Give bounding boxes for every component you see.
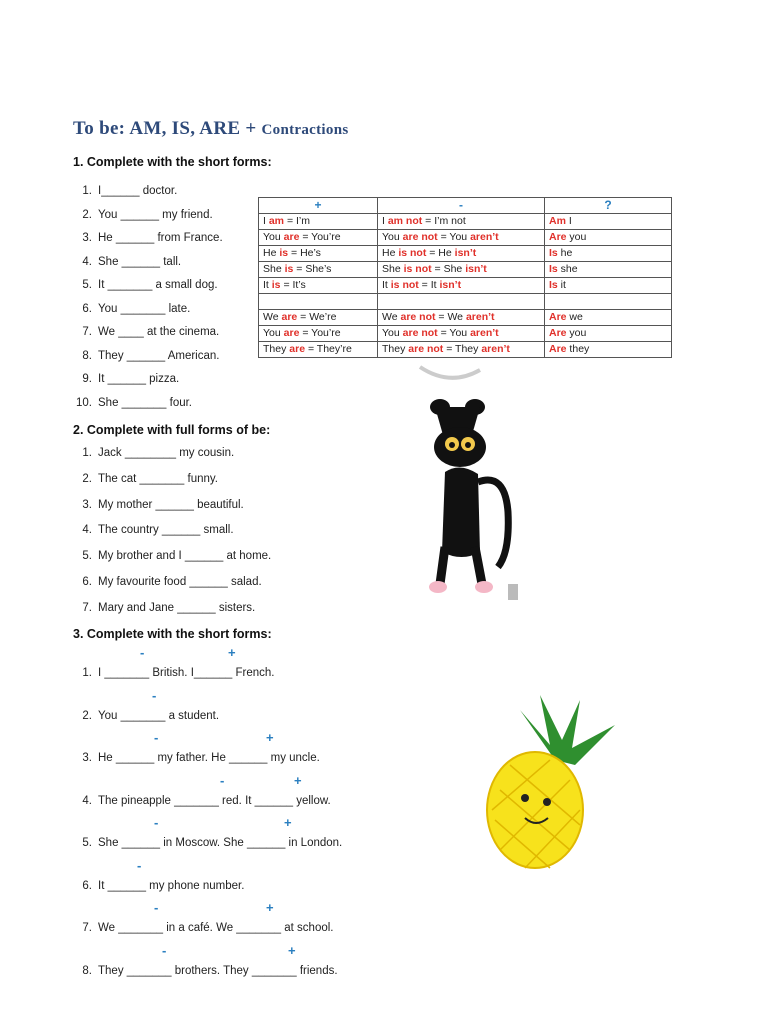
item-number: 6. [82, 302, 92, 315]
cell-fragment: = She’s [293, 263, 332, 275]
table-cell [545, 246, 672, 262]
cell-fragment: is [279, 247, 289, 259]
item-text: She ______ in Moscow. She ______ in London. [98, 837, 343, 849]
section3-item [70, 880, 244, 892]
cell-fragment: aren’t [470, 231, 499, 243]
item-number: 7. [82, 922, 92, 934]
pineapple-image [480, 690, 630, 875]
item-text: He ______ from France. [98, 232, 223, 244]
table-cell [378, 230, 545, 246]
plus-sign: + [288, 942, 296, 958]
item-number: 5. [82, 550, 92, 563]
cell-fragment: = You’re [299, 327, 341, 339]
cell-fragment: are not [402, 327, 438, 339]
table-cell [378, 342, 545, 358]
cell-fragment: We [382, 311, 401, 323]
cell-fragment: it [557, 279, 566, 291]
section1-item [70, 232, 223, 244]
cell-fragment: Are [549, 327, 567, 339]
table-cell [545, 230, 672, 246]
section2-item [70, 499, 244, 511]
cell-fragment: am not [387, 215, 423, 227]
cell-fragment: You [382, 327, 403, 339]
cell-fragment: are not [402, 231, 438, 243]
table-row [259, 294, 672, 310]
cell-fragment: Are [549, 311, 567, 323]
minus-sign: - [154, 730, 159, 745]
page-title [73, 118, 348, 140]
cell-fragment: He [382, 247, 399, 259]
item-text: I______ doctor. [98, 185, 178, 197]
item-text: Jack ________ my cousin. [98, 447, 235, 459]
table-cell [378, 214, 545, 230]
table-cell [378, 294, 545, 310]
cell-fragment: are [283, 231, 300, 243]
item-number: 10. [76, 396, 92, 409]
cell-fragment: = You [437, 231, 471, 243]
table-cell [378, 326, 545, 342]
cell-fragment: We [263, 311, 282, 323]
cell-fragment: he [557, 247, 573, 259]
title-lead: To be: [73, 118, 126, 139]
item-text: He ______ my father. He ______ my uncle. [98, 752, 320, 764]
cell-fragment: You [263, 327, 284, 339]
table-header-cell: - [378, 198, 545, 214]
cell-fragment: they [566, 343, 590, 355]
plus-sign: + [266, 900, 274, 915]
item-number: 8. [82, 349, 92, 362]
table-row [259, 342, 672, 358]
cell-fragment: = I’m not [422, 215, 466, 227]
minus-sign: - [220, 772, 225, 788]
section3-item [70, 965, 338, 977]
section1-item [70, 209, 213, 221]
plus-sign: + [228, 645, 236, 660]
cell-fragment: are [281, 311, 298, 323]
table-header-cell: + [259, 198, 378, 214]
item-text: It _______ a small dog. [98, 279, 218, 291]
cell-fragment: is not [390, 279, 419, 291]
table-cell [545, 326, 672, 342]
cell-fragment: = We [435, 311, 466, 323]
cell-fragment: is [284, 263, 294, 275]
cell-fragment: Is [549, 279, 558, 291]
cell-fragment: you [566, 327, 587, 339]
cell-fragment: are [283, 327, 300, 339]
table-row [259, 278, 672, 294]
item-number: 6. [82, 879, 92, 892]
table-cell [259, 342, 378, 358]
cell-fragment: is not [403, 263, 432, 275]
cell-fragment: = She [431, 263, 466, 275]
table-cell [259, 262, 378, 278]
table-cell [259, 294, 378, 310]
table-row [259, 246, 672, 262]
item-number: 2. [82, 709, 92, 722]
cell-fragment: are not [408, 343, 444, 355]
minus-sign: - [152, 687, 157, 703]
table-row [259, 326, 672, 342]
table-cell [545, 214, 672, 230]
item-number: 7. [82, 326, 92, 338]
item-text: She ______ tall. [98, 255, 182, 268]
cell-fragment: she [557, 263, 578, 275]
section2-item [70, 576, 262, 588]
cell-fragment: They [382, 343, 409, 355]
section2-item [70, 524, 234, 536]
item-number: 2. [82, 472, 92, 485]
table-cell [259, 230, 378, 246]
minus-sign: - [154, 900, 159, 915]
section1-item [70, 326, 219, 338]
table-row [259, 262, 672, 278]
cell-fragment: is not [398, 247, 427, 259]
item-number: 4. [82, 794, 92, 807]
contractions-table [258, 197, 672, 358]
section1-item [70, 373, 179, 385]
cell-fragment: = You [437, 327, 471, 339]
item-text: The pineapple _______ red. It ______ yellow. [98, 794, 331, 807]
item-text: It ______ my phone number. [98, 879, 245, 892]
cell-fragment: = We’re [297, 311, 337, 323]
cell-fragment: aren’t [465, 311, 495, 323]
cell-fragment: She [263, 263, 285, 275]
item-number: 8. [82, 964, 92, 977]
item-number: 4. [82, 255, 92, 268]
item-text: Mary and Jane ______ sisters. [98, 601, 256, 614]
table-cell [259, 326, 378, 342]
cell-fragment: You [263, 231, 284, 243]
table-cell [259, 214, 378, 230]
table-cell [259, 278, 378, 294]
section3-item [70, 922, 334, 934]
section3-item [70, 795, 331, 807]
section3-item [70, 837, 342, 849]
item-text: We ____ at the cinema. [98, 326, 220, 338]
cell-fragment: It [382, 279, 391, 291]
cell-fragment: I [263, 215, 269, 227]
section2-item [70, 473, 218, 485]
item-number: 4. [82, 524, 92, 537]
section2-item [70, 550, 271, 562]
cell-fragment: Are [549, 343, 567, 355]
cell-fragment: isn’t [439, 279, 462, 291]
plus-sign: + [294, 772, 302, 788]
minus-sign: - [162, 942, 167, 958]
item-number: 1. [82, 667, 92, 679]
section1-item [70, 256, 181, 268]
section2-item [70, 602, 255, 614]
section1-heading: 1. Complete with the short forms: [73, 155, 272, 169]
hanging-cat-image [390, 362, 525, 607]
table-cell [378, 310, 545, 326]
item-text: We _______ in a café. We _______ at school. [98, 922, 334, 934]
item-text: You _______ a student. [98, 709, 220, 722]
table-cell [259, 246, 378, 262]
table-cell [545, 342, 672, 358]
cell-fragment: am [268, 215, 285, 227]
item-text: It ______ pizza. [98, 373, 180, 385]
item-number: 5. [82, 279, 92, 291]
table-row [259, 214, 672, 230]
cell-fragment: = They [443, 343, 482, 355]
section1-item [70, 350, 219, 362]
minus-sign: - [154, 815, 159, 830]
section3-item [70, 667, 274, 679]
section1-item [70, 303, 190, 315]
section2-item [70, 447, 234, 459]
item-number: 3. [82, 752, 92, 764]
item-number: 7. [82, 601, 92, 614]
cell-fragment: They [263, 343, 290, 355]
item-text: My mother ______ beautiful. [98, 498, 244, 511]
cell-fragment: aren’t [481, 343, 510, 355]
item-text: You _______ late. [98, 302, 191, 315]
item-text: The country ______ small. [98, 524, 234, 537]
cell-fragment: you [566, 231, 587, 243]
title-tail: Contractions [261, 122, 349, 138]
item-number: 1. [82, 447, 92, 459]
item-text: They _______ brothers. They _______ friends. [98, 964, 338, 977]
title-main: AM, IS, ARE + [129, 118, 262, 139]
cell-fragment: Is [549, 263, 558, 275]
item-text: My favourite food ______ salad. [98, 576, 262, 588]
item-text: I _______ British. I______ French. [98, 667, 275, 679]
section1-item [70, 397, 192, 409]
cell-fragment: Is [549, 247, 558, 259]
cell-fragment: = You’re [299, 231, 341, 243]
table-header-cell: ? [545, 198, 672, 214]
cell-fragment: = It’s [280, 279, 306, 291]
table-header-row [259, 198, 672, 214]
cell-fragment: are [289, 343, 306, 355]
cell-fragment: isn’t [465, 263, 487, 275]
section3-heading: 3. Complete with the short forms: [73, 627, 272, 641]
cell-fragment: = It [418, 279, 440, 291]
table-cell [378, 262, 545, 278]
item-number: 3. [82, 498, 92, 511]
section1-item [70, 185, 177, 197]
cell-fragment: Am [549, 215, 566, 227]
section3-item [70, 710, 219, 722]
plus-sign: + [266, 730, 274, 745]
cell-fragment: is [271, 279, 281, 291]
item-number: 3. [82, 232, 92, 244]
minus-sign: - [137, 857, 142, 873]
cell-fragment: = They’re [305, 343, 352, 355]
item-number: 1. [82, 185, 92, 197]
item-number: 9. [82, 373, 92, 385]
table-row [259, 310, 672, 326]
cell-fragment: It [263, 279, 272, 291]
table-cell [545, 262, 672, 278]
table-row [259, 230, 672, 246]
item-text: She _______ four. [98, 396, 192, 409]
section2-heading: 2. Complete with full forms of be: [73, 423, 271, 437]
cell-fragment: I [565, 215, 572, 227]
table-cell [259, 310, 378, 326]
cell-fragment: She [382, 263, 404, 275]
cell-fragment: we [566, 311, 583, 323]
table-cell [378, 246, 545, 262]
table-cell [545, 278, 672, 294]
item-number: 5. [82, 837, 92, 849]
cell-fragment: are not [400, 311, 436, 323]
cell-fragment: = I’m [284, 215, 310, 227]
item-text: You ______ my friend. [98, 208, 213, 221]
minus-sign: - [140, 645, 145, 660]
cell-fragment: aren’t [470, 327, 499, 339]
cell-fragment: Are [549, 231, 567, 243]
cell-fragment: He [263, 247, 280, 259]
table-cell [378, 278, 545, 294]
section3-item [70, 752, 320, 764]
cell-fragment: You [382, 231, 403, 243]
cell-fragment: I [382, 215, 388, 227]
table-cell [545, 310, 672, 326]
table-cell [545, 294, 672, 310]
plus-sign: + [284, 815, 292, 830]
cell-fragment: = He [426, 247, 455, 259]
item-number: 6. [82, 576, 92, 588]
cell-fragment: isn’t [454, 247, 477, 259]
cell-fragment: = He’s [288, 247, 321, 259]
item-text: The cat _______ funny. [98, 472, 218, 485]
item-text: They ______ American. [98, 349, 220, 362]
section1-item [70, 279, 218, 291]
item-number: 2. [82, 208, 92, 221]
item-text: My brother and I ______ at home. [98, 550, 272, 563]
